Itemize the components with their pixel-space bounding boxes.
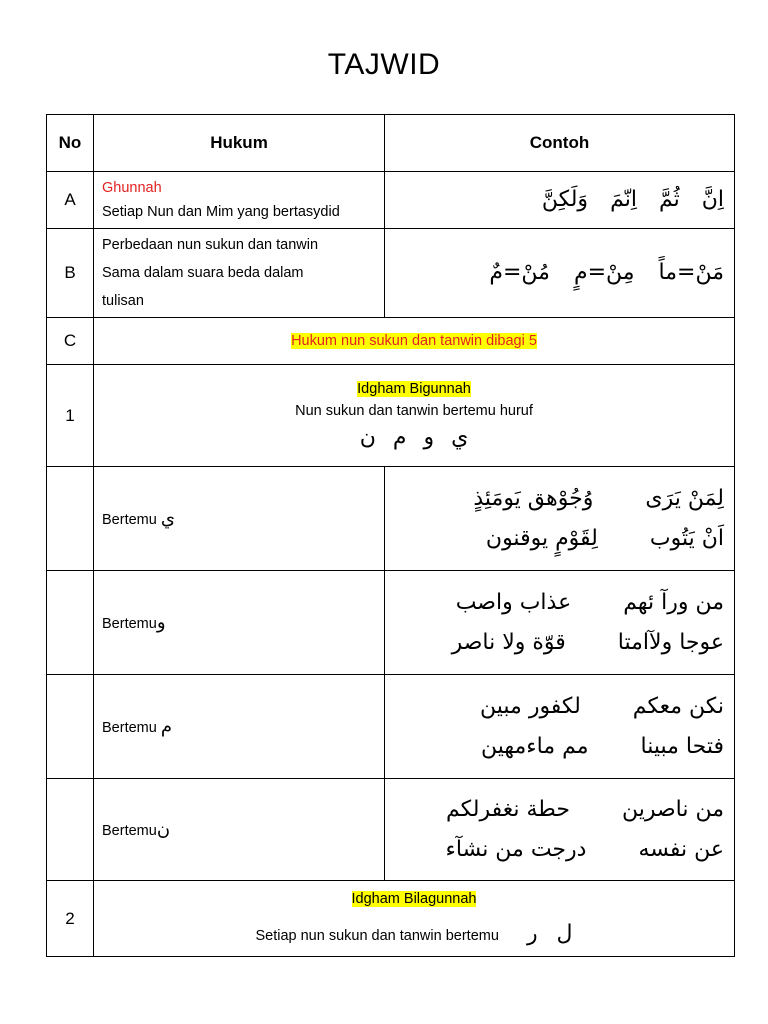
row-b-desc-2: Sama dalam suara beda dalam	[102, 265, 304, 281]
bertemu-examples	[385, 571, 735, 675]
example-text: وُجُوْهق يَومَئِذٍ	[473, 485, 594, 511]
bertemu-no	[47, 571, 94, 675]
bertemu-row	[47, 467, 735, 571]
ghunnah-label: Ghunnah	[102, 180, 162, 196]
example-text: مَنْ=ماً	[658, 260, 724, 285]
bertemu-label-cell	[94, 571, 385, 675]
example-text: من ناصرين	[621, 796, 724, 822]
bertemu-row	[47, 675, 735, 779]
example-text: من ورآ ئهم	[623, 589, 724, 615]
idgham-bilagunnah-sub: Setiap nun sukun dan tanwin bertemu	[255, 928, 499, 944]
bertemu-label-cell	[94, 675, 385, 779]
example-text: درجت من نشآء	[445, 836, 587, 862]
bertemu-row	[47, 779, 735, 881]
bertemu-letter: و	[156, 612, 166, 633]
row-2	[47, 881, 735, 957]
example-text: وَلَكِنَّ	[541, 187, 589, 212]
idgham-bilagunnah-letters: ل ر	[526, 921, 573, 946]
row-c-content	[94, 318, 735, 365]
example-text: قوّة ولا ناصر	[451, 629, 566, 655]
idgham-bigunnah-sub: Nun sukun dan tanwin bertemu huruf	[295, 403, 533, 419]
row-1-no: 1	[47, 365, 94, 467]
bertemu-no	[47, 779, 94, 881]
example-text: لِمَنْ يَرَى	[645, 485, 724, 511]
tajwid-table	[46, 114, 735, 957]
row-a-hukum	[94, 172, 385, 229]
bertemu-examples	[385, 779, 735, 881]
row-b-desc-1: Perbedaan nun sukun dan tanwin	[102, 237, 319, 253]
row-2-no: 2	[47, 881, 94, 957]
example-text: مُنْ=مٌ	[489, 260, 550, 285]
bertemu-letter: ي	[160, 508, 175, 529]
row-a-no: A	[47, 172, 94, 229]
bertemu-letter: م	[160, 716, 172, 737]
row-b-desc-3: tulisan	[102, 293, 144, 309]
ghunnah-desc: Setiap Nun dan Mim yang bertasydid	[102, 204, 340, 220]
row-1	[47, 365, 735, 467]
example-text: ثُمَّ	[658, 187, 680, 212]
bertemu-label: Bertemu	[102, 720, 157, 736]
example-text: نكن معكم	[632, 693, 724, 719]
row-b-hukum	[94, 229, 385, 318]
bertemu-label: Bertemu	[102, 616, 157, 632]
bertemu-examples	[385, 467, 735, 571]
example-text: عن نفسه	[638, 836, 724, 862]
row-b-no: B	[47, 229, 94, 318]
bertemu-label-cell	[94, 467, 385, 571]
row-c-no: C	[47, 318, 94, 365]
row-a	[47, 172, 735, 229]
row-1-content	[94, 365, 735, 467]
header-contoh: Contoh	[385, 115, 735, 172]
bertemu-no	[47, 467, 94, 571]
row-b	[47, 229, 735, 318]
example-text: لكفور مبين	[480, 693, 581, 719]
example-text: حطة نغفرلكم	[446, 796, 570, 822]
example-text: عوجا ولآامتا	[617, 629, 724, 655]
example-text: اِنّمَ	[610, 187, 637, 212]
highlight-text: Hukum nun sukun dan tanwin dibagi 5	[291, 333, 537, 349]
example-text: اَنْ يَتُوب	[649, 525, 724, 551]
bertemu-row	[47, 571, 735, 675]
row-c	[47, 318, 735, 365]
bertemu-label: Bertemu	[102, 823, 157, 839]
example-text: عذاب واصب	[455, 589, 572, 615]
bertemu-examples	[385, 675, 735, 779]
bertemu-letter: ن	[156, 819, 171, 840]
row-b-contoh	[385, 229, 735, 318]
header-no: No	[47, 115, 94, 172]
row-a-contoh	[385, 172, 735, 229]
example-text: مِنْ=مٍ	[573, 260, 635, 285]
idgham-bigunnah-title: Idgham Bigunnah	[357, 381, 471, 397]
row-2-content	[94, 881, 735, 957]
example-text: لِقَوْمٍ يوقنون	[485, 525, 598, 551]
idgham-letters: ي و م ن	[359, 425, 469, 450]
example-text: مم ماءمهين	[480, 733, 589, 759]
idgham-bilagunnah-title: Idgham Bilagunnah	[351, 891, 477, 907]
header-row	[47, 115, 735, 172]
example-text: اِنَّ	[701, 187, 724, 212]
bertemu-no	[47, 675, 94, 779]
bertemu-label-cell	[94, 779, 385, 881]
bertemu-label: Bertemu	[102, 512, 157, 528]
page-title: TAJWID	[327, 48, 441, 81]
example-text: فتحا مبينا	[640, 733, 724, 759]
header-hukum: Hukum	[94, 115, 385, 172]
